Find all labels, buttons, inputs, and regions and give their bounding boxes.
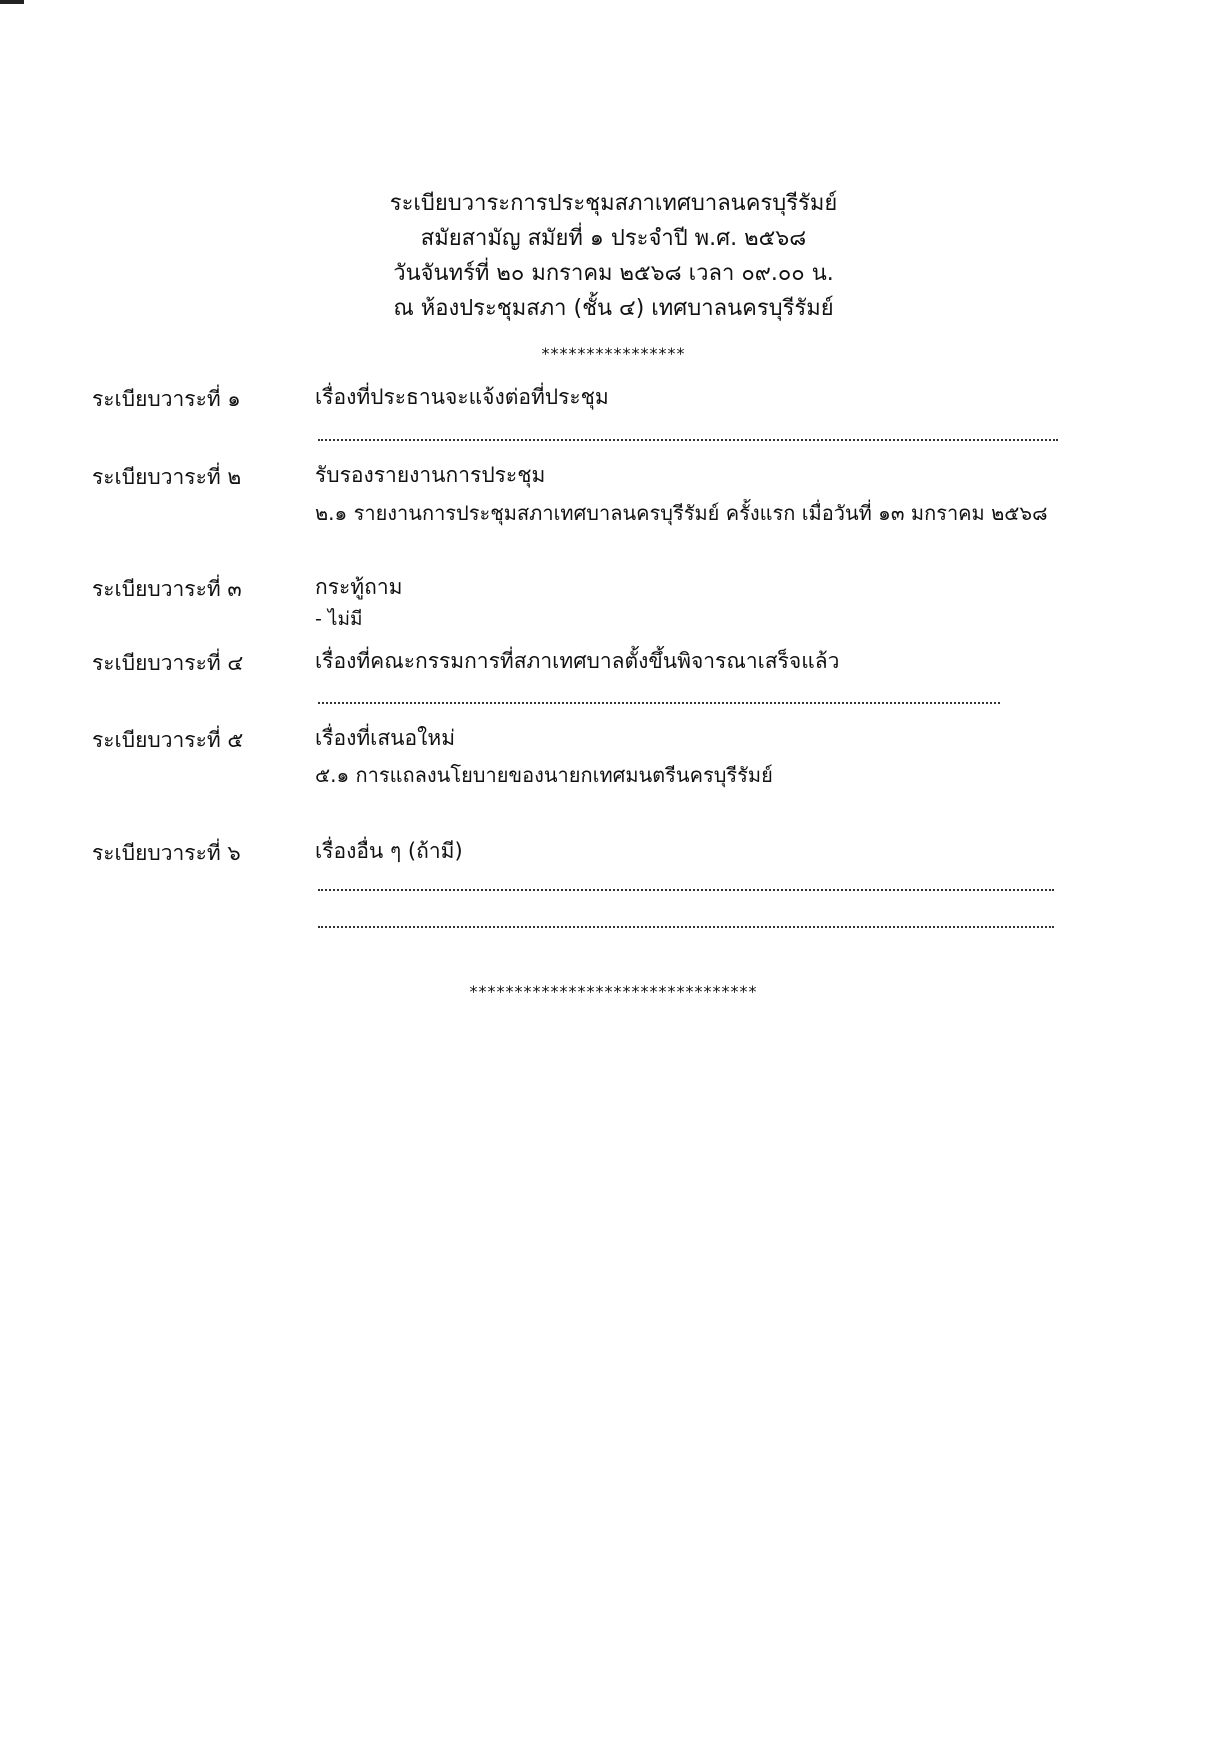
header-location: ณ ห้องประชุมสภา (ชั้น ๔) เทศบาลนครบุรีรัมย์ — [393, 296, 834, 321]
agenda-header — [0, 186, 1227, 326]
header-title: ระเบียบวาระการประชุมสภาเทศบาลนครบุรีรัมย์ — [389, 191, 838, 216]
agenda-label-1: ระเบียบวาระที่ ๑ — [92, 387, 241, 411]
agenda-title-5: เรื่องที่เสนอใหม่ — [315, 726, 456, 750]
agenda-sub-5: ๕.๑ การแถลงนโยบายของนายกเทศมนตรีนครบุรีรัมย์ — [315, 763, 773, 787]
header-session: สมัยสามัญ สมัยที่ ๑ ประจำปี พ.ศ. ๒๕๖๘ — [420, 226, 807, 251]
dotted-line-4 — [318, 702, 1000, 706]
agenda-label-5: ระเบียบวาระที่ ๕ — [92, 728, 244, 752]
agenda-label-2: ระเบียบวาระที่ ๒ — [92, 465, 242, 489]
agenda-title-3: กระทู้ถาม — [315, 575, 403, 599]
agenda-title-2: รับรองรายงานการประชุม — [315, 463, 546, 487]
dotted-line-6a — [318, 889, 1054, 893]
footer-separator: ******************************** — [469, 982, 758, 1001]
agenda-label-6: ระเบียบวาระที่ ๖ — [92, 841, 241, 865]
scan-mark — [0, 0, 24, 4]
agenda-label-3: ระเบียบวาระที่ ๓ — [92, 577, 242, 601]
header-date-time: วันจันทร์ที่ ๒๐ มกราคม ๒๕๖๘ เวลา ๐๙.๐๐ น. — [393, 261, 834, 286]
agenda-title-6: เรื่องอื่น ๆ (ถ้ามี) — [315, 839, 463, 863]
agenda-title-1: เรื่องที่ประธานจะแจ้งต่อที่ประชุม — [315, 385, 609, 409]
agenda-sub-2: ๒.๑ รายงานการประชุมสภาเทศบาลนครบุรีรัมย์ ครั้งแรก เมื่อวันที่ ๑๓ มกราคม ๒๕๖๘ — [315, 501, 1048, 525]
agenda-title-4: เรื่องที่คณะกรรมการที่สภาเทศบาลตั้งขึ้นพิจารณาเสร็จแล้ว — [315, 649, 840, 673]
agenda-sub-3: - ไม่มี — [315, 608, 363, 630]
dotted-line-6b — [318, 926, 1054, 930]
dotted-line-1 — [318, 439, 1058, 443]
agenda-label-4: ระเบียบวาระที่ ๔ — [92, 651, 244, 675]
header-separator: **************** — [541, 344, 686, 363]
